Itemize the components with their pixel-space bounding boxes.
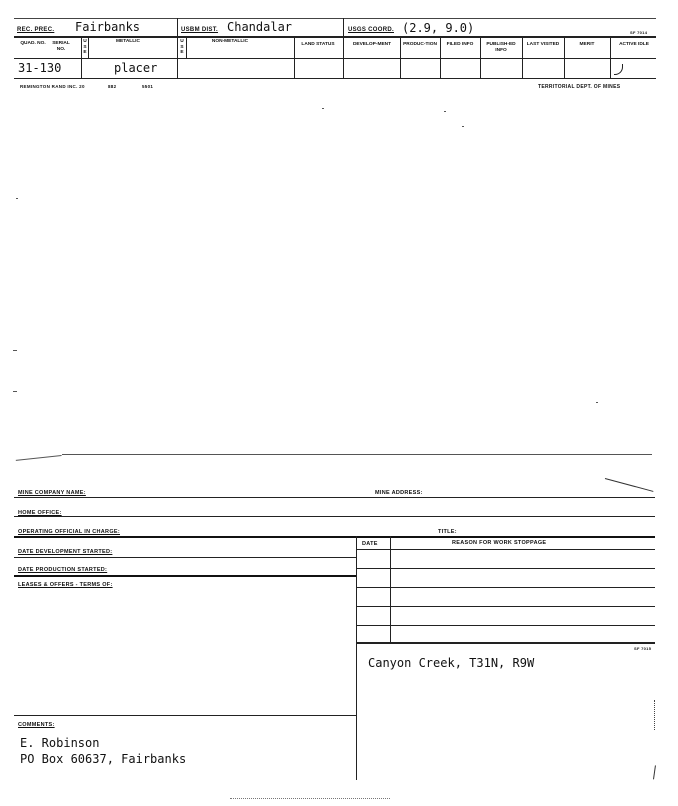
speck xyxy=(16,198,18,199)
stoppage-date-border xyxy=(390,536,391,642)
col-production: PRODUC-TION xyxy=(403,42,437,47)
footer-code1: 882 xyxy=(108,84,117,89)
rule-3 xyxy=(14,536,655,538)
speck xyxy=(596,402,598,403)
comments-line-2: PO Box 60637, Fairbanks xyxy=(20,752,187,766)
date-production-label: DATE PRODUCTION STARTED: xyxy=(18,567,108,573)
usbm-dist-label: USBM DIST. xyxy=(181,27,219,33)
leases-label: LEASES & OFFERS - TERMS OF: xyxy=(18,582,113,588)
divider-merit xyxy=(564,36,565,78)
speck xyxy=(322,108,324,109)
usgs-coord-value: (2.9, 9.0) xyxy=(402,21,475,35)
stoppage-row-2 xyxy=(356,587,655,588)
col-use-nonmetallic: U S E xyxy=(180,39,184,55)
stoppage-bottom xyxy=(356,642,655,644)
rule-1 xyxy=(14,497,655,498)
stoppage-row-4 xyxy=(356,625,655,626)
stoppage-row-3 xyxy=(356,606,655,607)
bottom-edge-marks xyxy=(230,798,390,799)
bottom-form-number: SF 7015 xyxy=(634,646,652,651)
col-land-status: LAND STATUS xyxy=(301,42,335,47)
active-check-mark xyxy=(614,64,623,75)
col-filed-info: FILED INFO xyxy=(446,42,474,47)
divider-2 xyxy=(343,18,344,78)
col-quad-no: QUAD. NO. xyxy=(20,41,46,46)
divider-use1b xyxy=(88,36,89,58)
col-serial-no: SERIAL NO. xyxy=(52,41,70,52)
top-rule xyxy=(14,36,656,38)
right-edge-curl xyxy=(647,765,656,780)
col-published-info: PUBLISH-ED INFO xyxy=(486,42,516,53)
rec-prec-label: REC. PREC. xyxy=(17,27,55,33)
quad-serial-value: 31-130 xyxy=(18,61,62,75)
col-non-metallic: NON-METALLIC xyxy=(211,39,249,44)
date-development-label: DATE DEVELOPMENT STARTED: xyxy=(18,549,113,555)
home-office-label: HOME OFFICE: xyxy=(18,510,62,516)
divider-filed xyxy=(440,36,441,78)
speck xyxy=(462,126,464,127)
rule-2 xyxy=(14,516,655,517)
footer-right: TERRITORIAL DEPT. OF MINES xyxy=(538,84,621,90)
reason-header: REASON FOR WORK STOPPAGE xyxy=(452,540,547,546)
title-label: TITLE: xyxy=(438,529,457,535)
speck xyxy=(444,111,446,112)
col-active-idle: ACTIVE IDLE xyxy=(619,42,649,47)
divider-last xyxy=(522,36,523,78)
card-top-edge xyxy=(62,454,652,455)
divider-prod xyxy=(400,36,401,78)
divider-active xyxy=(610,36,611,78)
rule-4 xyxy=(14,557,356,558)
comments-line-1: E. Robinson xyxy=(20,736,100,750)
speck xyxy=(13,350,17,351)
divider-use2b xyxy=(186,36,187,58)
usbm-dist-value: Chandalar xyxy=(227,20,293,34)
date-header: DATE xyxy=(362,541,378,547)
card-right-fold xyxy=(605,478,654,492)
footer-code2: 5501 xyxy=(142,84,154,89)
upper-rule xyxy=(14,18,656,19)
metallic-value: placer xyxy=(114,61,158,75)
usgs-coord-label: USGS COORD. xyxy=(348,27,394,33)
col-last-visited: LAST VISITED xyxy=(526,42,560,47)
stoppage-left-border xyxy=(356,536,357,780)
footer-left: REMINGTON RAND INC. 20 xyxy=(20,84,85,89)
card-corner-line xyxy=(16,455,63,469)
mine-company-name-label: MINE COMPANY NAME: xyxy=(18,490,86,496)
top-form-number: SF 7014 xyxy=(630,30,648,35)
bottom-rule xyxy=(14,78,656,79)
mine-address-label: MINE ADDRESS: xyxy=(375,490,423,496)
stoppage-header-rule xyxy=(356,549,655,550)
header-rule xyxy=(14,58,656,59)
col-merit: MERIT xyxy=(579,42,595,47)
location-value: Canyon Creek, T31N, R9W xyxy=(368,656,535,670)
divider-land xyxy=(294,36,295,78)
rec-prec-value: Fairbanks xyxy=(75,20,141,34)
col-metallic: METALLIC xyxy=(116,39,140,44)
divider-pub xyxy=(480,36,481,78)
speck xyxy=(13,391,17,392)
rule-5 xyxy=(14,575,356,577)
col-development: DEVELOP-MENT xyxy=(352,42,392,47)
col-use-metallic: U S E xyxy=(83,39,87,55)
right-edge-marks xyxy=(654,700,655,730)
stoppage-row-1 xyxy=(356,568,655,569)
comments-label: COMMENTS: xyxy=(18,722,55,728)
divider-1 xyxy=(177,18,178,78)
rule-comments xyxy=(14,715,356,716)
operating-official-label: OPERATING OFFICIAL IN CHARGE: xyxy=(18,529,120,535)
